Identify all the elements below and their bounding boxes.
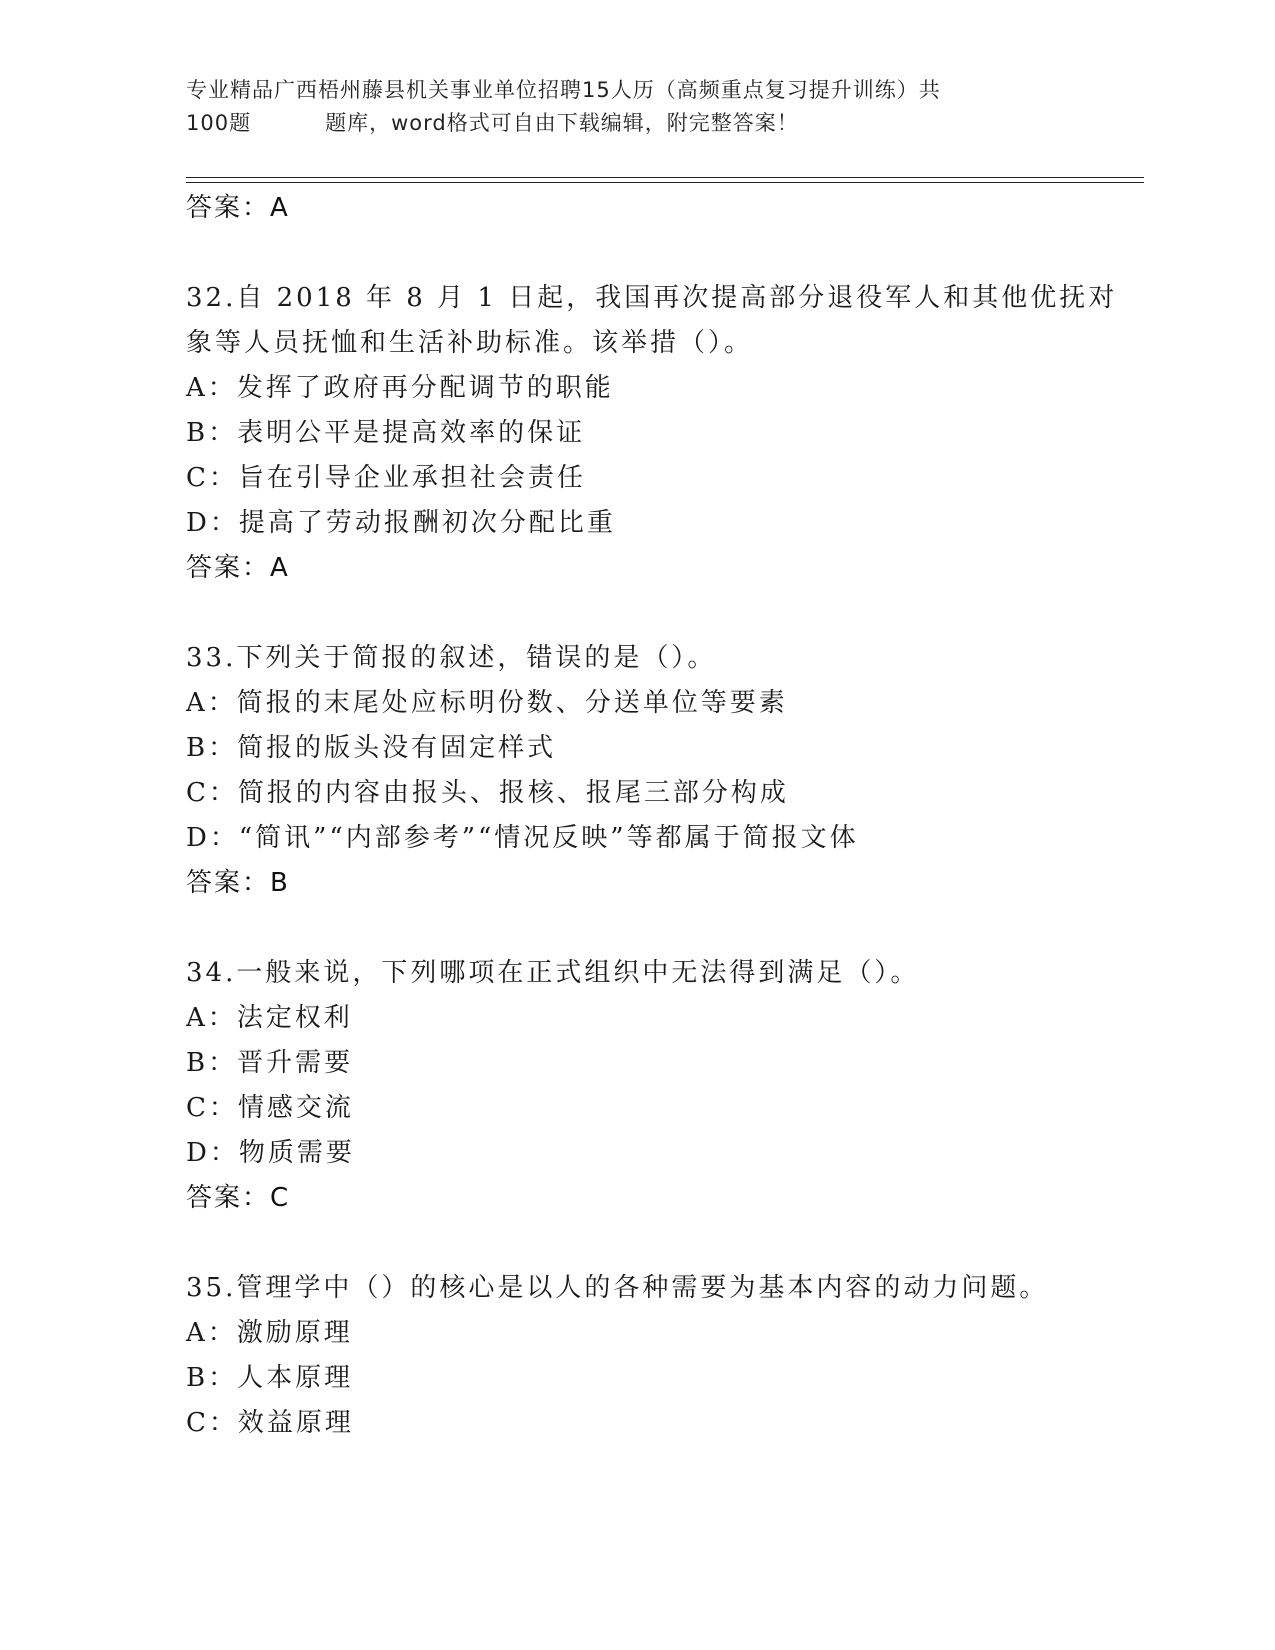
header-title-line2 bbox=[186, 107, 1086, 140]
header-title-line1: 专业精品广西梧州藤县机关事业单位招聘15人历（高频重点复习提升训练）共 bbox=[186, 78, 941, 102]
option-c: C：旨在引导企业承担社会责任 bbox=[186, 463, 586, 493]
answer-line: 答案：B bbox=[186, 868, 290, 898]
answer-line: 答案：A bbox=[186, 193, 290, 223]
option-c: C：简报的内容由报头、报核、报尾三部分构成 bbox=[186, 778, 789, 808]
header-divider-bottom bbox=[186, 182, 1144, 183]
option-b: B：简报的版头没有固定样式 bbox=[186, 733, 557, 763]
option-a: A：简报的末尾处应标明份数、分送单位等要素 bbox=[186, 688, 788, 718]
option-d: D：物质需要 bbox=[186, 1138, 355, 1168]
question-stem: 32.自 2018 年 8 月 1 日起，我国再次提高部分退役军人和其他优抚对 bbox=[186, 283, 1118, 313]
option-b: B：表明公平是提高效率的保证 bbox=[186, 418, 586, 448]
question-stem: 34.一般来说，下列哪项在正式组织中无法得到满足（）。 bbox=[186, 958, 920, 988]
header-question-count: 100题 bbox=[186, 111, 252, 135]
option-a: A：激励原理 bbox=[186, 1318, 353, 1348]
document-header bbox=[186, 74, 1086, 140]
question-stem-cont: 象等人员抚恤和生活补助标准。该举措（）。 bbox=[186, 328, 754, 358]
answer-line: 答案：C bbox=[186, 1183, 291, 1213]
question-block bbox=[186, 1266, 1086, 1446]
question-stem: 35.管理学中（）的核心是以人的各种需要为基本内容的动力问题。 bbox=[186, 1273, 1049, 1303]
question-block bbox=[186, 276, 1118, 591]
option-a: A：发挥了政府再分配调节的职能 bbox=[186, 373, 614, 403]
question-block bbox=[186, 636, 1086, 906]
question-stem: 33.下列关于简报的叙述，错误的是（）。 bbox=[186, 643, 717, 673]
option-d: D：提高了劳动报酬初次分配比重 bbox=[186, 508, 616, 538]
option-c: C：情感交流 bbox=[186, 1093, 354, 1123]
option-b: B：晋升需要 bbox=[186, 1048, 354, 1078]
answer-line: 答案：A bbox=[186, 553, 290, 583]
option-a: A：法定权利 bbox=[186, 1003, 353, 1033]
header-description: 题库，word格式可自由下载编辑，附完整答案！ bbox=[325, 111, 799, 135]
option-c: C：效益原理 bbox=[186, 1408, 354, 1438]
option-b: B：人本原理 bbox=[186, 1363, 354, 1393]
question-block bbox=[186, 951, 1086, 1221]
option-d: D：“简讯”“内部参考”“情况反映”等都属于简报文体 bbox=[186, 823, 859, 853]
header-divider-top bbox=[186, 177, 1144, 178]
question-content bbox=[186, 186, 1118, 1446]
